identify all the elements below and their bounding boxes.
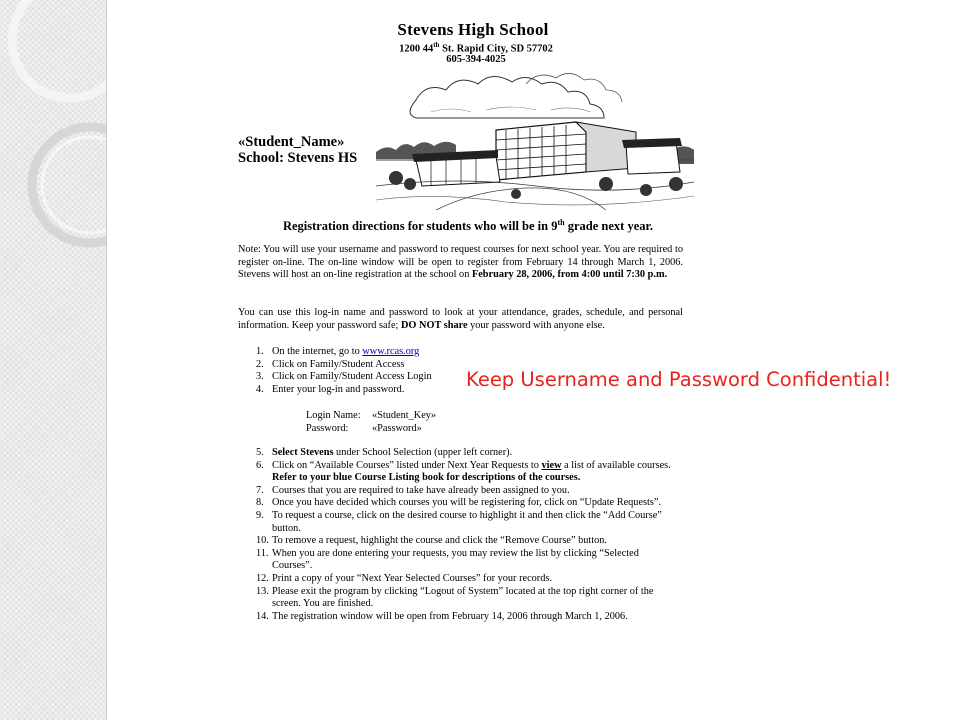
decorative-side-strip <box>0 0 107 720</box>
list-item: 5. Select Stevens under School Selection (upper left corner). <box>256 447 513 458</box>
school-building-illustration <box>376 60 694 212</box>
password-label: Password: <box>306 423 349 434</box>
login-name-label: Login Name: <box>306 410 361 421</box>
list-item: 9. To request a course, click on the desired course to highlight it and then click the “Add Course” button. <box>256 509 662 534</box>
login-credentials <box>306 409 436 435</box>
list-item: 4. Enter your log-in and password. <box>256 383 405 395</box>
student-school-line: School: Stevens HS <box>238 150 358 166</box>
list-item: 7. Courses that you are required to take have already been assigned to you. <box>256 484 570 496</box>
list-item: 10. To remove a request, highlight the course and click the “Remove Course” button. <box>256 535 607 547</box>
login-name-value: «Student_Key» <box>372 410 437 421</box>
ring-decoration-icon <box>0 0 106 720</box>
password-paragraph: You can use this log-in name and password to look at your attendance, grades, schedule, and personal information. Keep your password safe; DO NOT share your password with anyone else. <box>238 307 683 331</box>
student-name-field: «Student_Name» <box>238 134 345 150</box>
rcas-website-link[interactable]: www.rcas.org <box>362 346 420 357</box>
list-item: 14. The registration window will be open from February 14, 2006 through March 1, 2006. <box>256 610 628 622</box>
registration-document <box>238 0 698 720</box>
note-paragraph: Note: You will use your username and password to request courses for next school year. You are required to register on-line. The on-line window will be open to register from February 14 through March 1, 2006. Stevens will host an on-line registration at the school on February 28, 2006, from 4:00 until 7:30 p.m. <box>238 244 683 281</box>
school-address: 1200 44th St. Rapid City, SD 57702 <box>399 41 553 55</box>
list-item: 11. When you are done entering your requests, you may review the list by clicking “Selected Courses”. <box>256 547 639 572</box>
list-item: 8. Once you have decided which courses you will be registering for, click on “Update Requests”. <box>256 497 662 509</box>
registration-title: Registration directions for students who will be in 9th grade next year. <box>282 218 654 234</box>
steps-list-part-2 <box>256 447 681 623</box>
confidential-callout: Keep Username and Password Confidential! <box>466 368 892 391</box>
school-name: Stevens High School <box>397 20 549 39</box>
list-item: 3. Click on Family/Student Access Login <box>256 371 432 383</box>
list-item: 1. On the internet, go to www.rcas.org <box>256 346 420 357</box>
list-item: 6. Click on “Available Courses” listed under Next Year Requests to view a list of available courses. Refer to your blue Course Listing book for descriptions of the courses. <box>256 459 671 484</box>
password-value: «Password» <box>372 423 422 434</box>
list-item: 12. Print a copy of your “Next Year Selected Courses” for your records. <box>256 572 552 584</box>
list-item: 2. Click on Family/Student Access <box>256 358 405 370</box>
school-phone: 605-394-4025 <box>446 54 506 65</box>
list-item: 13. Please exit the program by clicking “Logout of System” located at the top right corner of the screen. You are finished. <box>256 585 654 610</box>
